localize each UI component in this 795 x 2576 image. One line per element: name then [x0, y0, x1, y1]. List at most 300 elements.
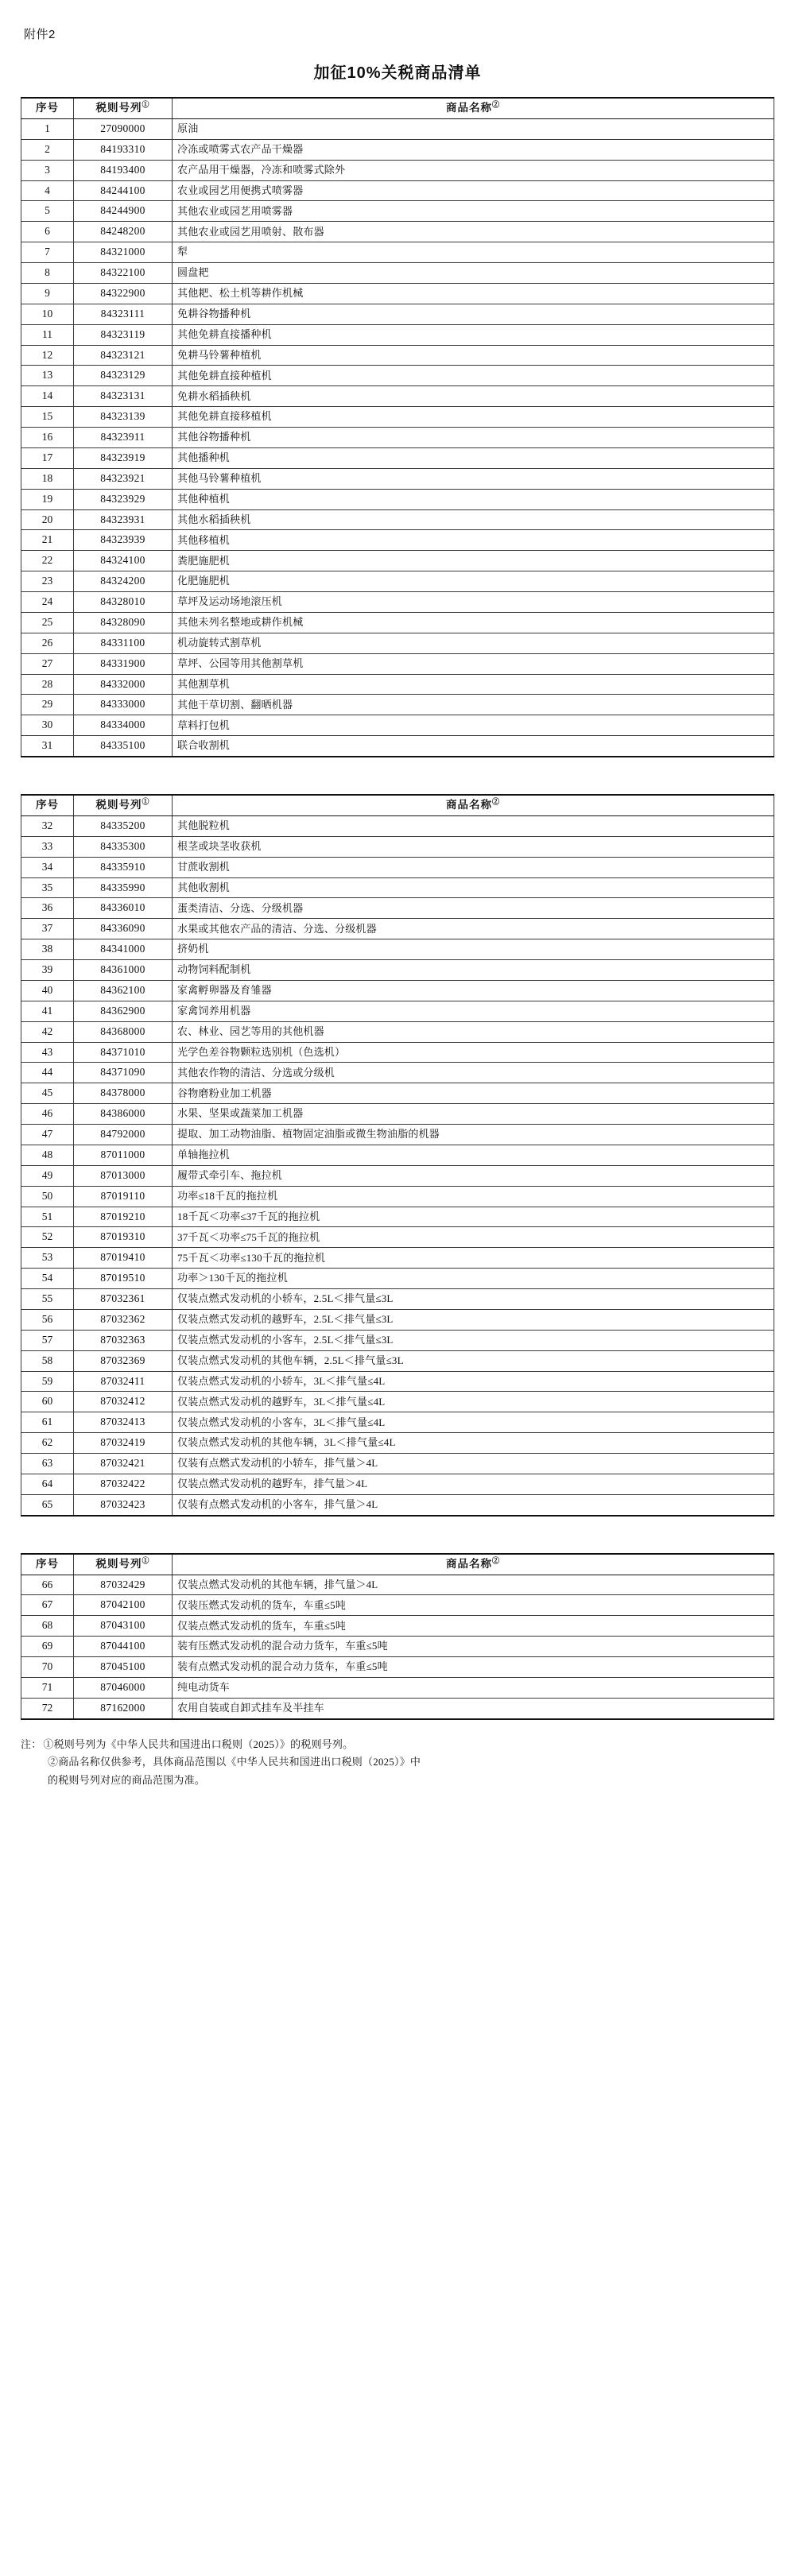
table-row	[21, 1392, 774, 1412]
cell-seq: 20	[21, 509, 74, 530]
cell-tariff-code: 87013000	[74, 1165, 173, 1186]
cell-seq: 43	[21, 1042, 74, 1063]
cell-product-name: 免耕谷物播种机	[173, 304, 774, 324]
cell-seq: 52	[21, 1227, 74, 1248]
column-header-tariff-code	[74, 98, 173, 118]
cell-seq: 59	[21, 1371, 74, 1392]
cell-tariff-code: 84244900	[74, 201, 173, 222]
cell-seq: 9	[21, 283, 74, 304]
cell-tariff-code: 27090000	[74, 118, 173, 139]
cell-seq: 18	[21, 468, 74, 489]
cell-tariff-code: 87032422	[74, 1474, 173, 1494]
cell-seq: 67	[21, 1595, 74, 1616]
cell-seq: 40	[21, 980, 74, 1001]
column-header-tariff-code	[74, 795, 173, 815]
table-row	[21, 1698, 774, 1718]
cell-tariff-code: 87162000	[74, 1698, 173, 1718]
cell-product-name: 免耕马铃薯种植机	[173, 345, 774, 366]
cell-tariff-code: 84324200	[74, 571, 173, 592]
cell-product-name: 仅装点燃式发动机的小客车，3L＜排气量≤4L	[173, 1412, 774, 1433]
cell-product-name: 农业或园艺用便携式喷雾器	[173, 180, 774, 201]
cell-seq: 4	[21, 180, 74, 201]
cell-seq: 63	[21, 1454, 74, 1474]
column-header-product-name	[173, 795, 774, 815]
column-header-seq: 序号	[21, 1554, 74, 1575]
table-row	[21, 1104, 774, 1125]
cell-tariff-code: 87019410	[74, 1248, 173, 1269]
cell-seq: 19	[21, 489, 74, 509]
cell-tariff-code: 84333000	[74, 695, 173, 715]
cell-product-name: 其他谷物播种机	[173, 428, 774, 448]
table-row	[21, 324, 774, 345]
cell-tariff-code: 84332000	[74, 674, 173, 695]
cell-seq: 17	[21, 447, 74, 468]
cell-tariff-code: 87043100	[74, 1616, 173, 1637]
cell-product-name: 机动旋转式割草机	[173, 633, 774, 653]
table-row	[21, 1677, 774, 1698]
table-row	[21, 139, 774, 160]
footnotes	[21, 1736, 774, 1790]
cell-tariff-code: 84323911	[74, 428, 173, 448]
cell-seq: 24	[21, 592, 74, 613]
table-row	[21, 1412, 774, 1433]
cell-seq: 46	[21, 1104, 74, 1125]
table-separator	[21, 1517, 774, 1553]
table-row	[21, 571, 774, 592]
table-row	[21, 180, 774, 201]
table-header-row	[21, 98, 774, 118]
table-row	[21, 1125, 774, 1145]
cell-seq: 12	[21, 345, 74, 366]
table-row	[21, 960, 774, 981]
cell-seq: 64	[21, 1474, 74, 1494]
cell-product-name: 圆盘耙	[173, 263, 774, 284]
table-row	[21, 857, 774, 877]
cell-tariff-code: 84322900	[74, 283, 173, 304]
table-row	[21, 836, 774, 857]
cell-tariff-code: 84386000	[74, 1104, 173, 1125]
cell-product-name: 提取、加工动物油脂、植物固定油脂或微生物油脂的机器	[173, 1125, 774, 1145]
cell-tariff-code: 87032421	[74, 1454, 173, 1474]
table-row	[21, 1657, 774, 1678]
cell-product-name: 家禽孵卵器及育雏器	[173, 980, 774, 1001]
table-row	[21, 1083, 774, 1104]
table-row	[21, 1001, 774, 1021]
table-row	[21, 815, 774, 836]
cell-seq: 58	[21, 1350, 74, 1371]
cell-product-name: 其他马铃薯种植机	[173, 468, 774, 489]
cell-tariff-code: 87032423	[74, 1494, 173, 1515]
table-row	[21, 939, 774, 960]
table-row	[21, 1309, 774, 1330]
cell-seq: 14	[21, 386, 74, 407]
cell-tariff-code: 87032362	[74, 1309, 173, 1330]
cell-seq: 49	[21, 1165, 74, 1186]
table-separator	[21, 757, 774, 794]
cell-tariff-code: 84244100	[74, 180, 173, 201]
cell-product-name: 其他农业或园艺用喷雾器	[173, 201, 774, 222]
cell-seq: 44	[21, 1063, 74, 1083]
cell-tariff-code: 87044100	[74, 1637, 173, 1657]
cell-tariff-code: 87032419	[74, 1433, 173, 1454]
cell-product-name: 其他脱粒机	[173, 815, 774, 836]
cell-seq: 13	[21, 366, 74, 386]
cell-seq: 7	[21, 242, 74, 263]
cell-product-name: 动物饲料配制机	[173, 960, 774, 981]
cell-product-name: 仅装点燃式发动机的货车，车重≤5吨	[173, 1616, 774, 1637]
cell-product-name: 其他农作物的清洁、分选或分级机	[173, 1063, 774, 1083]
cell-tariff-code: 84378000	[74, 1083, 173, 1104]
column-header-tariff-code-label: 税则号列	[95, 799, 142, 811]
table-header-row	[21, 1554, 774, 1575]
cell-product-name: 原油	[173, 118, 774, 139]
table-row	[21, 1186, 774, 1207]
table-row	[21, 468, 774, 489]
cell-seq: 41	[21, 1001, 74, 1021]
cell-product-name: 水果或其他农产品的清洁、分选、分级机器	[173, 919, 774, 939]
cell-product-name: 其他免耕直接种植机	[173, 366, 774, 386]
cell-tariff-code: 84331100	[74, 633, 173, 653]
cell-seq: 29	[21, 695, 74, 715]
table-row	[21, 1575, 774, 1595]
table-row	[21, 1269, 774, 1289]
cell-product-name: 谷物磨粉业加工机器	[173, 1083, 774, 1104]
table-row	[21, 407, 774, 428]
footnote-marker-1: ①	[142, 1556, 150, 1565]
table-row	[21, 1165, 774, 1186]
table-row	[21, 1637, 774, 1657]
cell-tariff-code: 84248200	[74, 222, 173, 242]
cell-product-name: 仅装点燃式发动机的越野车，2.5L＜排气量≤3L	[173, 1309, 774, 1330]
page-title: 加征10%关税商品清单	[313, 64, 482, 82]
cell-product-name: 农用自装或自卸式挂车及半挂车	[173, 1698, 774, 1718]
column-header-tariff-code-label: 税则号列	[95, 102, 142, 114]
column-header-product-name-label: 商品名称	[445, 1557, 492, 1570]
cell-seq: 6	[21, 222, 74, 242]
cell-product-name: 仅装点燃式发动机的越野车，排气量＞4L	[173, 1474, 774, 1494]
cell-seq: 33	[21, 836, 74, 857]
cell-seq: 51	[21, 1207, 74, 1227]
table-row	[21, 695, 774, 715]
cell-tariff-code: 84335100	[74, 736, 173, 757]
cell-seq: 15	[21, 407, 74, 428]
cell-product-name: 其他移植机	[173, 530, 774, 551]
table-row	[21, 263, 774, 284]
cell-tariff-code: 84322100	[74, 263, 173, 284]
tariff-table	[21, 794, 774, 1517]
cell-seq: 16	[21, 428, 74, 448]
cell-tariff-code: 84323931	[74, 509, 173, 530]
cell-tariff-code: 84335910	[74, 857, 173, 877]
cell-seq: 70	[21, 1657, 74, 1678]
cell-tariff-code: 87045100	[74, 1657, 173, 1678]
cell-product-name: 免耕水稻插秧机	[173, 386, 774, 407]
table-row	[21, 1350, 774, 1371]
cell-product-name: 联合收割机	[173, 736, 774, 757]
cell-product-name: 仅装点燃式发动机的小客车，2.5L＜排气量≤3L	[173, 1330, 774, 1350]
cell-tariff-code: 84323939	[74, 530, 173, 551]
cell-seq: 11	[21, 324, 74, 345]
cell-tariff-code: 87019210	[74, 1207, 173, 1227]
table-row	[21, 1330, 774, 1350]
table-row	[21, 509, 774, 530]
cell-seq: 28	[21, 674, 74, 695]
cell-tariff-code: 84362100	[74, 980, 173, 1001]
cell-product-name: 其他干草切割、翻晒机器	[173, 695, 774, 715]
cell-product-name: 功率≤18千瓦的拖拉机	[173, 1186, 774, 1207]
cell-seq: 72	[21, 1698, 74, 1718]
table-row	[21, 366, 774, 386]
cell-product-name: 仅装有点燃式发动机的小轿车，排气量＞4L	[173, 1454, 774, 1474]
cell-seq: 38	[21, 939, 74, 960]
cell-tariff-code: 87032363	[74, 1330, 173, 1350]
cell-product-name: 仅装点燃式发动机的越野车，3L＜排气量≤4L	[173, 1392, 774, 1412]
cell-tariff-code: 84323111	[74, 304, 173, 324]
cell-product-name: 其他免耕直接移植机	[173, 407, 774, 428]
column-header-tariff-code-label: 税则号列	[95, 1557, 142, 1570]
cell-seq: 56	[21, 1309, 74, 1330]
cell-seq: 61	[21, 1412, 74, 1433]
cell-seq: 57	[21, 1330, 74, 1350]
cell-tariff-code: 87032411	[74, 1371, 173, 1392]
footnote-marker-1: ①	[142, 797, 150, 806]
table-row	[21, 674, 774, 695]
cell-seq: 55	[21, 1289, 74, 1310]
cell-seq: 34	[21, 857, 74, 877]
cell-tariff-code: 84336090	[74, 919, 173, 939]
table-row	[21, 1145, 774, 1165]
cell-product-name: 草坪、公园等用其他割草机	[173, 653, 774, 674]
table-row	[21, 877, 774, 898]
tariff-tables-container	[21, 97, 774, 1720]
cell-product-name: 仅装有点燃式发动机的小客车，排气量＞4L	[173, 1494, 774, 1515]
cell-tariff-code: 84336010	[74, 898, 173, 919]
table-row	[21, 1595, 774, 1616]
table-row	[21, 1454, 774, 1474]
cell-product-name: 仅装压燃式发动机的货车，车重≤5吨	[173, 1595, 774, 1616]
cell-tariff-code: 84193310	[74, 139, 173, 160]
cell-tariff-code: 84193400	[74, 160, 173, 180]
table-row	[21, 304, 774, 324]
cell-tariff-code: 87032429	[74, 1575, 173, 1595]
footnotes-label: 注：	[21, 1737, 42, 1750]
footnote-2-text-line1: ②商品名称仅供参考，具体商品范围以《中华人民共和国进出口税则（2025）》中	[48, 1756, 421, 1768]
cell-tariff-code: 84792000	[74, 1125, 173, 1145]
table-row	[21, 283, 774, 304]
cell-product-name: 其他播种机	[173, 447, 774, 468]
cell-product-name: 装有压燃式发动机的混合动力货车，车重≤5吨	[173, 1637, 774, 1657]
table-row	[21, 592, 774, 613]
cell-product-name: 水果、坚果或蔬菜加工机器	[173, 1104, 774, 1125]
cell-seq: 23	[21, 571, 74, 592]
cell-product-name: 其他种植机	[173, 489, 774, 509]
cell-product-name: 单轴拖拉机	[173, 1145, 774, 1165]
cell-tariff-code: 84361000	[74, 960, 173, 981]
cell-product-name: 履带式牵引车、拖拉机	[173, 1165, 774, 1186]
table-row	[21, 386, 774, 407]
cell-product-name: 农、林业、园艺等用的其他机器	[173, 1021, 774, 1042]
table-row	[21, 222, 774, 242]
column-header-product-name	[173, 98, 774, 118]
table-row	[21, 715, 774, 736]
table-row	[21, 201, 774, 222]
cell-product-name: 装有点燃式发动机的混合动力货车，车重≤5吨	[173, 1657, 774, 1678]
table-row	[21, 1021, 774, 1042]
cell-seq: 1	[21, 118, 74, 139]
cell-tariff-code: 84321000	[74, 242, 173, 263]
column-header-tariff-code	[74, 1554, 173, 1575]
footnote-1-row	[21, 1736, 774, 1754]
column-header-product-name-label: 商品名称	[445, 799, 492, 811]
table-row	[21, 736, 774, 757]
table-row	[21, 633, 774, 653]
cell-product-name: 农产品用干燥器，冷冻和喷雾式除外	[173, 160, 774, 180]
cell-tariff-code: 87019110	[74, 1186, 173, 1207]
cell-seq: 36	[21, 898, 74, 919]
cell-tariff-code: 84362900	[74, 1001, 173, 1021]
cell-seq: 35	[21, 877, 74, 898]
table-row	[21, 428, 774, 448]
cell-seq: 47	[21, 1125, 74, 1145]
cell-product-name: 冷冻或喷雾式农产品干燥器	[173, 139, 774, 160]
footnote-marker-2: ②	[491, 1556, 500, 1565]
cell-product-name: 37千瓦＜功率≤75千瓦的拖拉机	[173, 1227, 774, 1248]
cell-tariff-code: 84334000	[74, 715, 173, 736]
cell-seq: 2	[21, 139, 74, 160]
cell-tariff-code: 84323129	[74, 366, 173, 386]
cell-tariff-code: 87042100	[74, 1595, 173, 1616]
cell-seq: 60	[21, 1392, 74, 1412]
cell-tariff-code: 87046000	[74, 1677, 173, 1698]
cell-tariff-code: 84323119	[74, 324, 173, 345]
table-header-row	[21, 795, 774, 815]
cell-tariff-code: 84328090	[74, 612, 173, 633]
cell-tariff-code: 84341000	[74, 939, 173, 960]
footnote-2-row	[21, 1753, 774, 1772]
footnote-marker-2: ②	[491, 797, 500, 806]
cell-product-name: 光学色差谷物颗粒选别机（色选机）	[173, 1042, 774, 1063]
table-row	[21, 447, 774, 468]
cell-tariff-code: 84335990	[74, 877, 173, 898]
cell-product-name: 其他割草机	[173, 674, 774, 695]
table-row	[21, 1063, 774, 1083]
cell-product-name: 功率＞130千瓦的拖拉机	[173, 1269, 774, 1289]
cell-tariff-code: 84323131	[74, 386, 173, 407]
cell-seq: 25	[21, 612, 74, 633]
cell-seq: 68	[21, 1616, 74, 1637]
cell-product-name: 根茎或块茎收获机	[173, 836, 774, 857]
cell-product-name: 犁	[173, 242, 774, 263]
cell-seq: 27	[21, 653, 74, 674]
tariff-table	[21, 1553, 774, 1720]
table-row	[21, 980, 774, 1001]
cell-seq: 50	[21, 1186, 74, 1207]
cell-tariff-code: 87011000	[74, 1145, 173, 1165]
cell-seq: 26	[21, 633, 74, 653]
table-row	[21, 118, 774, 139]
table-row	[21, 919, 774, 939]
cell-tariff-code: 84323919	[74, 447, 173, 468]
cell-product-name: 甘蔗收割机	[173, 857, 774, 877]
column-header-seq: 序号	[21, 98, 74, 118]
table-row	[21, 1371, 774, 1392]
footnote-marker-2: ②	[491, 100, 500, 109]
cell-product-name: 75千瓦＜功率≤130千瓦的拖拉机	[173, 1248, 774, 1269]
table-row	[21, 551, 774, 571]
cell-product-name: 粪肥施肥机	[173, 551, 774, 571]
cell-tariff-code: 87019510	[74, 1269, 173, 1289]
cell-tariff-code: 84323929	[74, 489, 173, 509]
cell-product-name: 其他耙、松土机等耕作机械	[173, 283, 774, 304]
cell-product-name: 草坪及运动场地滚压机	[173, 592, 774, 613]
cell-seq: 30	[21, 715, 74, 736]
cell-tariff-code: 84371010	[74, 1042, 173, 1063]
footnote-1-text: ①税则号列为《中华人民共和国进出口税则（2025）》的税则号列。	[43, 1737, 354, 1750]
cell-product-name: 其他免耕直接播种机	[173, 324, 774, 345]
table-row	[21, 242, 774, 263]
cell-product-name: 蛋类清洁、分选、分级机器	[173, 898, 774, 919]
table-row	[21, 612, 774, 633]
cell-tariff-code: 84328010	[74, 592, 173, 613]
cell-seq: 5	[21, 201, 74, 222]
cell-seq: 22	[21, 551, 74, 571]
cell-product-name: 纯电动货车	[173, 1677, 774, 1698]
footnote-2-row-continued	[21, 1772, 774, 1790]
cell-tariff-code: 84323921	[74, 468, 173, 489]
cell-seq: 39	[21, 960, 74, 981]
cell-tariff-code: 84335300	[74, 836, 173, 857]
cell-product-name: 家禽饲养用机器	[173, 1001, 774, 1021]
cell-seq: 45	[21, 1083, 74, 1104]
cell-tariff-code: 87032369	[74, 1350, 173, 1371]
cell-tariff-code: 84323121	[74, 345, 173, 366]
cell-tariff-code: 84368000	[74, 1021, 173, 1042]
cell-product-name: 化肥施肥机	[173, 571, 774, 592]
cell-tariff-code: 84323139	[74, 407, 173, 428]
column-header-product-name	[173, 1554, 774, 1575]
cell-seq: 3	[21, 160, 74, 180]
table-row	[21, 653, 774, 674]
cell-product-name: 挤奶机	[173, 939, 774, 960]
cell-seq: 42	[21, 1021, 74, 1042]
table-row	[21, 345, 774, 366]
cell-tariff-code: 87032412	[74, 1392, 173, 1412]
cell-tariff-code: 84335200	[74, 815, 173, 836]
cell-product-name: 仅装点燃式发动机的其他车辆，3L＜排气量≤4L	[173, 1433, 774, 1454]
cell-product-name: 草料打包机	[173, 715, 774, 736]
table-row	[21, 530, 774, 551]
table-row	[21, 1207, 774, 1227]
cell-tariff-code: 84331900	[74, 653, 173, 674]
table-row	[21, 1494, 774, 1515]
cell-seq: 65	[21, 1494, 74, 1515]
cell-tariff-code: 87019310	[74, 1227, 173, 1248]
cell-tariff-code: 87032361	[74, 1289, 173, 1310]
footnote-marker-1: ①	[142, 100, 150, 109]
cell-seq: 71	[21, 1677, 74, 1698]
cell-product-name: 18千瓦＜功率≤37千瓦的拖拉机	[173, 1207, 774, 1227]
cell-product-name: 其他收割机	[173, 877, 774, 898]
cell-tariff-code: 84324100	[74, 551, 173, 571]
footnote-2-text-line2: 的税则号列对应的商品范围为准。	[48, 1774, 206, 1787]
cell-product-name: 仅装点燃式发动机的小轿车，3L＜排气量≤4L	[173, 1371, 774, 1392]
cell-tariff-code: 84371090	[74, 1063, 173, 1083]
cell-product-name: 仅装点燃式发动机的小轿车，2.5L＜排气量≤3L	[173, 1289, 774, 1310]
table-row	[21, 1616, 774, 1637]
cell-tariff-code: 87032413	[74, 1412, 173, 1433]
cell-seq: 62	[21, 1433, 74, 1454]
column-header-seq: 序号	[21, 795, 74, 815]
